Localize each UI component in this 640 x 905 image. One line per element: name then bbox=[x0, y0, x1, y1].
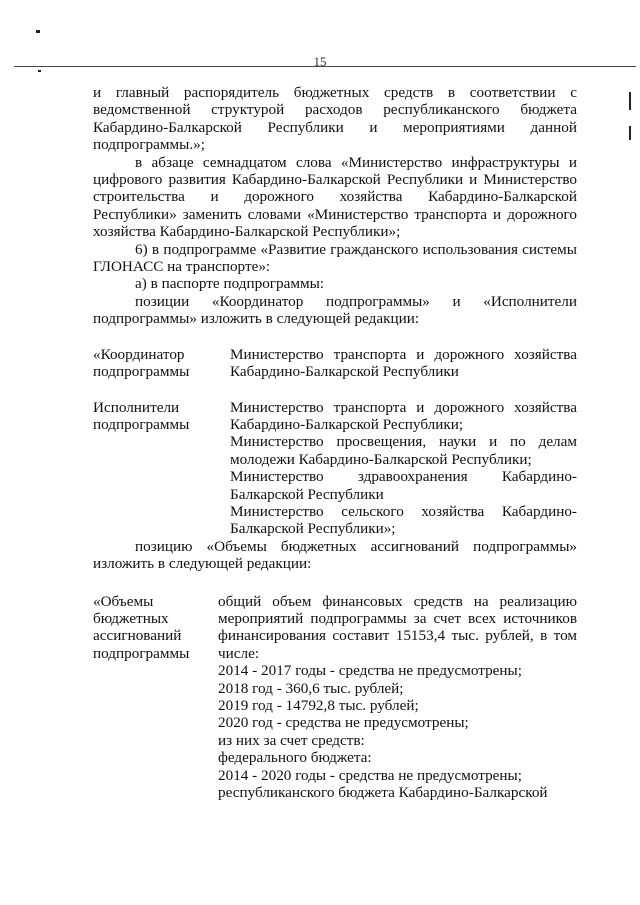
budget-line: из них за счет средств: bbox=[218, 731, 365, 749]
scan-mark bbox=[629, 92, 631, 110]
executor-item: Министерство транспорта и дорожного хозяйства Кабардино-Балкарской Республики; bbox=[230, 398, 577, 433]
paragraph: 6) в подпрограмме «Развитие гражданского использования системы ГЛОНАСС на транспорте»: bbox=[93, 240, 577, 276]
coordinator-value: Министерство транспорта и дорожного хозяйства Кабардино-Балкарской Республики bbox=[230, 345, 577, 381]
budget-line: 2014 - 2020 годы - средства не предусмотрены; bbox=[218, 766, 522, 784]
header-rule bbox=[14, 66, 636, 67]
scan-mark bbox=[36, 30, 40, 33]
budget-line: 2014 - 2017 годы - средства не предусмотрены; bbox=[218, 662, 522, 680]
paragraph: а) в паспорте подпрограммы: bbox=[135, 275, 324, 293]
budget-line: республиканского бюджета Кабардино-Балкарской bbox=[218, 784, 548, 802]
coordinator-row bbox=[93, 346, 577, 381]
executors-row bbox=[93, 399, 577, 538]
budget-line: 2019 год - 14792,8 тыс. рублей; bbox=[218, 697, 419, 714]
paragraph: в абзаце семнадцатом слова «Министерство инфраструктуры и цифрового развития Кабардино-Балкарской Республики и Министерство строительства и дорожного хозяйства Кабардино-Балкарской Республики» заменить словами «Министерство транспорта и дорожного хозяйства Кабардино-Балкарской Республики»; bbox=[93, 153, 577, 241]
scan-mark bbox=[38, 70, 41, 72]
budget-line: федерального бюджета: bbox=[218, 749, 372, 767]
document-body bbox=[93, 84, 577, 801]
budget-intro: общий объем финансовых средств на реализацию мероприятий подпрограммы за счет всех источников финансирования составит 15153,4 тыс. рублей, в том числе: bbox=[218, 592, 577, 662]
budget-line: 2018 год - 360,6 тыс. рублей; bbox=[218, 679, 404, 697]
executor-item: Министерство здравоохранения Кабардино-Балкарской Республики bbox=[230, 468, 577, 503]
paragraph: и главный распорядитель бюджетных средств в соответствии с ведомственной структурой расходов республиканского бюджета Кабардино-Балкарской Республики и мероприятиями данной подпрограммы.»; bbox=[93, 84, 577, 154]
paragraph: позиции «Координатор подпрограммы» и «Исполнители подпрограммы» изложить в следующей редакции: bbox=[93, 292, 577, 328]
budget-row bbox=[93, 593, 577, 802]
executor-item: Министерство просвещения, науки и по делам молодежи Кабардино-Балкарской Республики; bbox=[230, 433, 577, 468]
paragraph: позицию «Объемы бюджетных ассигнований подпрограммы» изложить в следующей редакции: bbox=[93, 537, 577, 573]
scan-mark bbox=[629, 126, 631, 140]
executor-item: Министерство сельского хозяйства Кабардино-Балкарской Республики»; bbox=[230, 502, 577, 538]
coordinator-label: «Координатор подпрограммы bbox=[93, 345, 190, 381]
page-number: 15 bbox=[313, 54, 327, 69]
budget-line: 2020 год - средства не предусмотрены; bbox=[218, 714, 469, 732]
budget-label: «Объемы бюджетных ассигнований подпрограммы bbox=[93, 592, 190, 662]
executors-label: Исполнители подпрограммы bbox=[93, 398, 190, 433]
